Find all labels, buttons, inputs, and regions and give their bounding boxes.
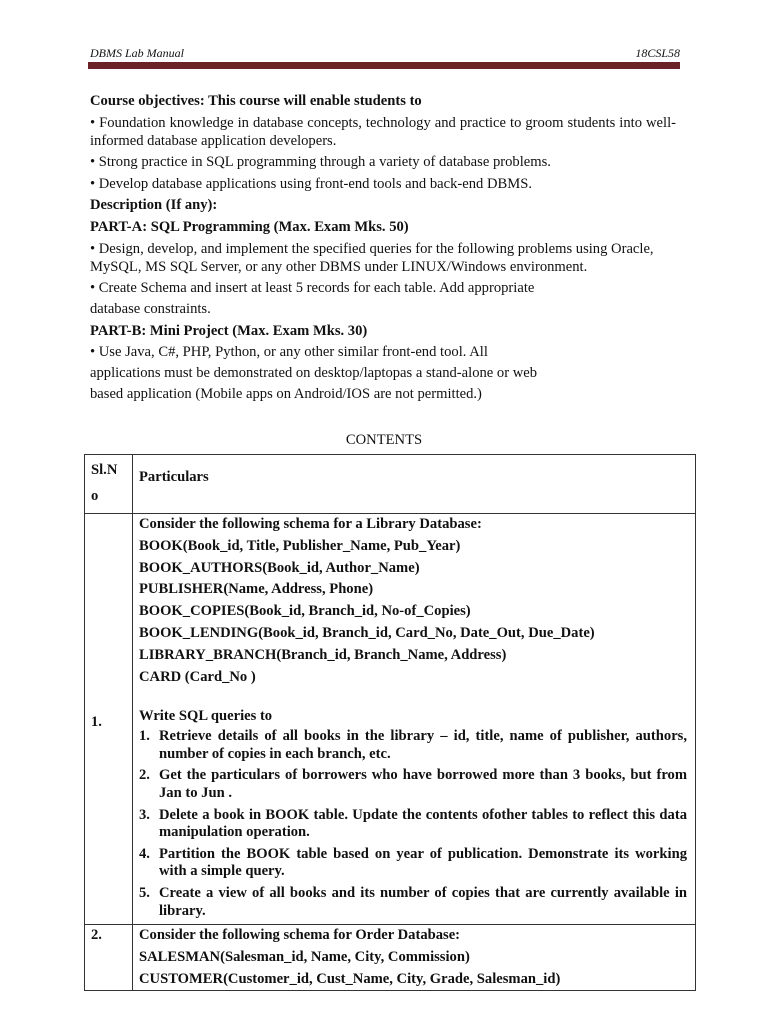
query-item	[139, 767, 687, 802]
query-item	[139, 845, 687, 881]
schema-line: SALESMAN(Salesman_id, Name, City, Commission)	[139, 948, 470, 965]
objective-item: • Develop database applications using front-end tools and back-end DBMS.	[90, 175, 533, 192]
query-number: 1.	[139, 728, 150, 745]
part-a-item: • Create Schema and insert at least 5 records for each table. Add appropriate	[90, 280, 535, 297]
row-slno-cell	[85, 514, 133, 925]
query-item	[139, 728, 687, 763]
description-heading: Description (If any):	[90, 197, 218, 214]
part-a-item: • Design, develop, and implement the specified queries for the following problems using Oracle, MySQL, MS SQL Server, or any other DBMS under LINUX/Windows environment.	[90, 240, 654, 275]
row-particulars-cell	[133, 514, 696, 925]
running-header-title: DBMS Lab Manual	[90, 46, 184, 60]
schema-line: BOOK_AUTHORS(Book_id, Author_Name)	[139, 559, 420, 576]
part-b-heading: PART-B: Mini Project (Max. Exam Mks. 30)	[90, 322, 368, 339]
schema-intro: Consider the following schema for Order Database:	[139, 927, 461, 943]
table-row	[85, 925, 696, 991]
part-a-heading: PART-A: SQL Programming (Max. Exam Mks. 50)	[90, 218, 409, 235]
column-header-slno-part2: o	[91, 488, 99, 504]
query-number: 4.	[139, 845, 150, 862]
part-b-line: based application (Mobile apps on Android/IOS are not permitted.)	[90, 386, 482, 403]
objective-item: • Foundation knowledge in database concepts, technology and practice to groom students into well-informed database application developers.	[90, 114, 676, 149]
schema-line: LIBRARY_BRANCH(Branch_id, Branch_Name, Address)	[139, 646, 507, 663]
query-text: Partition the BOOK table based on year of publication. Demonstrate its working with a simple query.	[159, 845, 687, 880]
query-text: Retrieve details of all books in the library – id, title, name of publisher, authors, number of copies in each branch, etc.	[159, 728, 687, 762]
schema-line: BOOK_COPIES(Book_id, Branch_id, No-of_Copies)	[139, 603, 471, 620]
queries-intro: Write SQL queries to	[139, 708, 273, 725]
schema-line: BOOK(Book_id, Title, Publisher_Name, Pub_Year)	[139, 537, 461, 554]
column-header-slno-part1: Sl.N	[91, 462, 118, 478]
query-text: Get the particulars of borrowers who have borrowed more than 3 books, but from Jan to Jun .	[159, 767, 687, 801]
header-rule	[88, 62, 680, 69]
row-slno-cell	[85, 925, 133, 991]
query-number: 2.	[139, 767, 150, 784]
table-header-row	[85, 455, 696, 514]
part-b-line: • Use Java, C#, PHP, Python, or any other similar front-end tool. All	[90, 344, 488, 361]
column-header-slno	[85, 455, 133, 514]
column-header-particulars-label: Particulars	[139, 469, 209, 485]
row-slno: 2.	[91, 927, 102, 943]
schema-intro: Consider the following schema for a Library Database:	[139, 516, 482, 532]
query-text: Create a view of all books and its number of copies that are currently available in library.	[159, 884, 687, 919]
contents-title: CONTENTS	[345, 432, 423, 448]
schema-line: CUSTOMER(Customer_id, Cust_Name, City, Grade, Salesman_id)	[139, 970, 561, 987]
query-number: 5.	[139, 884, 150, 901]
schema-line: BOOK_LENDING(Book_id, Branch_id, Card_No, Date_Out, Due_Date)	[139, 624, 595, 641]
column-header-particulars	[133, 455, 696, 514]
objectives-heading: Course objectives: This course will enable students to	[90, 93, 422, 109]
schema-line: CARD (Card_No )	[139, 668, 256, 685]
query-number: 3.	[139, 806, 150, 823]
query-text: Delete a book in BOOK table. Update the contents ofother tables to reflect this data manipulation operation.	[159, 806, 687, 841]
row-particulars-cell	[133, 925, 696, 991]
running-header-course-code: 18CSL58	[635, 46, 680, 60]
contents-table	[84, 454, 696, 991]
query-item	[139, 884, 687, 920]
table-row	[85, 514, 696, 925]
schema-line: PUBLISHER(Name, Address, Phone)	[139, 581, 374, 598]
query-list	[139, 728, 687, 920]
objective-item: • Strong practice in SQL programming through a variety of database problems.	[90, 154, 551, 171]
query-item	[139, 806, 687, 842]
part-b-line: applications must be demonstrated on desktop/laptopas a stand-alone or web	[90, 365, 538, 382]
part-a-item-continued: database constraints.	[90, 301, 211, 318]
course-description	[90, 92, 676, 407]
row-slno: 1.	[91, 714, 102, 730]
